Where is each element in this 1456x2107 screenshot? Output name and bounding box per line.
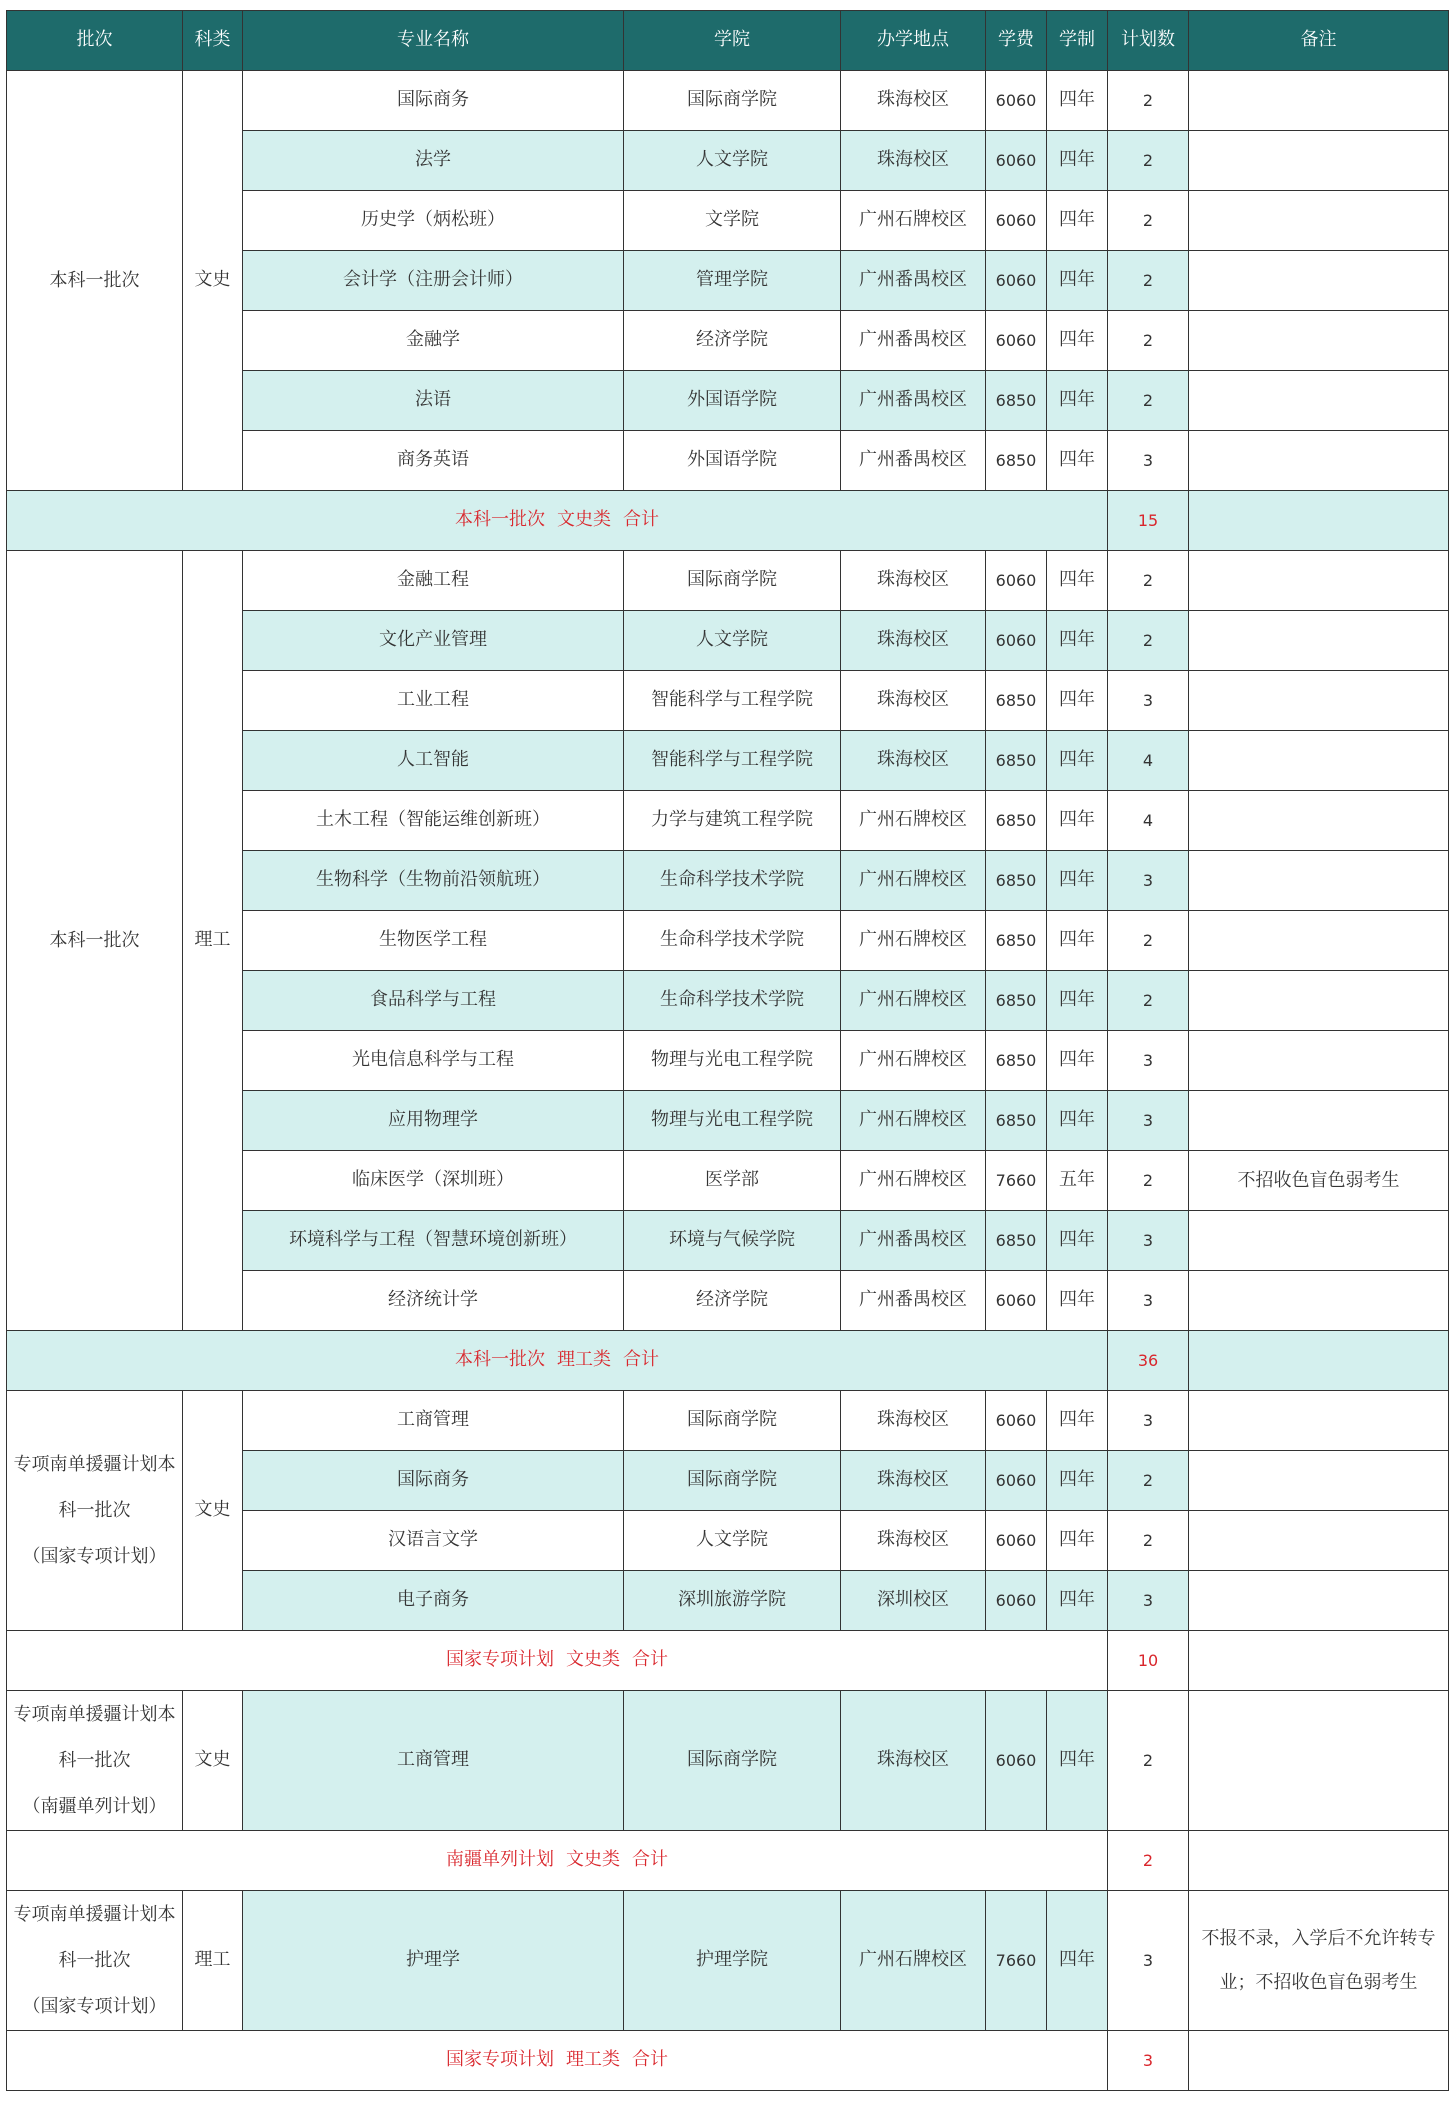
campus-cell: 珠海校区 — [841, 1451, 986, 1511]
summary-count-cell: 15 — [1108, 491, 1189, 551]
batch-line: 专项南单援疆计划本 — [13, 1703, 176, 1725]
batch-line: 本科一批次 — [49, 269, 140, 291]
campus-cell: 深圳校区 — [841, 1571, 986, 1631]
fee-cell: 6060 — [986, 551, 1047, 611]
major-cell: 生物医学工程 — [243, 911, 624, 971]
header-fee: 学费 — [986, 11, 1047, 71]
count-cell: 4 — [1108, 731, 1189, 791]
note-cell — [1189, 251, 1449, 311]
table-body — [7, 71, 1449, 2091]
count-cell: 2 — [1108, 1151, 1189, 1211]
major-cell: 人工智能 — [243, 731, 624, 791]
fee-cell: 6060 — [986, 311, 1047, 371]
table-row — [7, 1891, 1449, 2031]
college-cell: 外国语学院 — [624, 431, 841, 491]
note-cell: 不报不录，入学后不允许转专业；不招收色盲色弱考生 — [1189, 1891, 1449, 2031]
major-cell: 应用物理学 — [243, 1091, 624, 1151]
summary-note-cell — [1189, 491, 1449, 551]
note-cell — [1189, 1451, 1449, 1511]
count-cell: 2 — [1108, 191, 1189, 251]
count-cell: 2 — [1108, 1691, 1189, 1831]
summary-label-part: 本科一批次 — [455, 509, 545, 531]
enrollment-plan-table — [6, 10, 1449, 2091]
fee-cell: 6060 — [986, 1391, 1047, 1451]
summary-count-cell: 10 — [1108, 1631, 1189, 1691]
note-cell — [1189, 191, 1449, 251]
college-cell: 生命科学技术学院 — [624, 971, 841, 1031]
enrollment-plan-table-wrapper — [6, 10, 1449, 2091]
summary-row — [7, 1831, 1449, 1891]
college-cell: 护理学院 — [624, 1891, 841, 2031]
major-cell: 商务英语 — [243, 431, 624, 491]
fee-cell: 6060 — [986, 251, 1047, 311]
batch-cell — [7, 551, 183, 1331]
note-cell — [1189, 1031, 1449, 1091]
summary-label-part: 文史类 — [566, 1849, 620, 1871]
count-cell: 3 — [1108, 851, 1189, 911]
note-cell — [1189, 851, 1449, 911]
years-cell: 四年 — [1047, 911, 1108, 971]
count-cell: 4 — [1108, 791, 1189, 851]
major-cell: 光电信息科学与工程 — [243, 1031, 624, 1091]
summary-label-part: 合计 — [632, 1849, 668, 1871]
note-cell — [1189, 611, 1449, 671]
campus-cell: 广州石牌校区 — [841, 911, 986, 971]
fee-cell: 6850 — [986, 371, 1047, 431]
campus-cell: 广州石牌校区 — [841, 1151, 986, 1211]
summary-label-part: 合计 — [623, 1349, 659, 1371]
table-header-row — [7, 11, 1449, 71]
years-cell: 四年 — [1047, 1211, 1108, 1271]
category-cell: 文史 — [183, 1391, 243, 1631]
years-cell: 四年 — [1047, 131, 1108, 191]
campus-cell: 广州石牌校区 — [841, 971, 986, 1031]
college-cell: 文学院 — [624, 191, 841, 251]
category-cell: 文史 — [183, 1691, 243, 1831]
fee-cell: 6850 — [986, 671, 1047, 731]
years-cell: 四年 — [1047, 551, 1108, 611]
years-cell: 四年 — [1047, 311, 1108, 371]
years-cell: 四年 — [1047, 671, 1108, 731]
batch-cell — [7, 1691, 183, 1831]
years-cell: 四年 — [1047, 1031, 1108, 1091]
fee-cell: 6850 — [986, 851, 1047, 911]
years-cell: 四年 — [1047, 251, 1108, 311]
summary-count-cell: 2 — [1108, 1831, 1189, 1891]
fee-cell: 6060 — [986, 191, 1047, 251]
summary-label-cell — [7, 1331, 1108, 1391]
fee-cell: 6060 — [986, 1571, 1047, 1631]
campus-cell: 珠海校区 — [841, 1391, 986, 1451]
batch-cell — [7, 1891, 183, 2031]
summary-label-part: 文史类 — [557, 509, 611, 531]
college-cell: 智能科学与工程学院 — [624, 671, 841, 731]
count-cell: 2 — [1108, 131, 1189, 191]
category-cell: 理工 — [183, 551, 243, 1331]
fee-cell: 6060 — [986, 71, 1047, 131]
campus-cell: 珠海校区 — [841, 551, 986, 611]
campus-cell: 珠海校区 — [841, 671, 986, 731]
batch-line: 专项南单援疆计划本 — [13, 1453, 176, 1475]
campus-cell: 珠海校区 — [841, 131, 986, 191]
college-cell: 国际商学院 — [624, 551, 841, 611]
count-cell: 3 — [1108, 1211, 1189, 1271]
category-cell: 理工 — [183, 1891, 243, 2031]
header-campus: 办学地点 — [841, 11, 986, 71]
campus-cell: 珠海校区 — [841, 71, 986, 131]
major-cell: 环境科学与工程（智慧环境创新班） — [243, 1211, 624, 1271]
summary-label-part: 合计 — [632, 1649, 668, 1671]
summary-row — [7, 491, 1449, 551]
note-cell — [1189, 1391, 1449, 1451]
batch-line: 本科一批次 — [49, 929, 140, 951]
summary-row — [7, 2031, 1449, 2091]
college-cell: 生命科学技术学院 — [624, 911, 841, 971]
campus-cell: 广州番禺校区 — [841, 431, 986, 491]
summary-label-part: 国家专项计划 — [446, 1649, 554, 1671]
major-cell: 国际商务 — [243, 1451, 624, 1511]
batch-line: （南疆单列计划） — [22, 1795, 167, 1817]
campus-cell: 广州石牌校区 — [841, 791, 986, 851]
summary-note-cell — [1189, 1331, 1449, 1391]
campus-cell: 广州番禺校区 — [841, 371, 986, 431]
batch-cell — [7, 71, 183, 491]
campus-cell: 广州番禺校区 — [841, 251, 986, 311]
campus-cell: 广州石牌校区 — [841, 1091, 986, 1151]
campus-cell: 珠海校区 — [841, 1511, 986, 1571]
summary-label-cell — [7, 2031, 1108, 2091]
fee-cell: 6850 — [986, 911, 1047, 971]
fee-cell: 6850 — [986, 791, 1047, 851]
batch-line: 科一批次 — [58, 1499, 131, 1521]
table-row — [7, 71, 1449, 131]
major-cell: 法学 — [243, 131, 624, 191]
campus-cell: 广州番禺校区 — [841, 1271, 986, 1331]
count-cell: 3 — [1108, 1891, 1189, 2031]
batch-cell — [7, 1391, 183, 1631]
summary-label-part: 理工类 — [557, 1349, 611, 1371]
years-cell: 四年 — [1047, 791, 1108, 851]
college-cell: 生命科学技术学院 — [624, 851, 841, 911]
fee-cell: 6850 — [986, 971, 1047, 1031]
note-cell — [1189, 1211, 1449, 1271]
campus-cell: 广州番禺校区 — [841, 1211, 986, 1271]
years-cell: 四年 — [1047, 431, 1108, 491]
years-cell: 四年 — [1047, 971, 1108, 1031]
college-cell: 国际商学院 — [624, 1691, 841, 1831]
fee-cell: 6850 — [986, 1211, 1047, 1271]
years-cell: 五年 — [1047, 1151, 1108, 1211]
count-cell: 3 — [1108, 1031, 1189, 1091]
college-cell: 人文学院 — [624, 131, 841, 191]
header-college: 学院 — [624, 11, 841, 71]
batch-line: 科一批次 — [58, 1749, 131, 1771]
fee-cell: 6850 — [986, 1091, 1047, 1151]
summary-label-part: 合计 — [632, 2049, 668, 2071]
college-cell: 外国语学院 — [624, 371, 841, 431]
note-cell — [1189, 431, 1449, 491]
major-cell: 汉语言文学 — [243, 1511, 624, 1571]
years-cell: 四年 — [1047, 1691, 1108, 1831]
major-cell: 金融工程 — [243, 551, 624, 611]
count-cell: 3 — [1108, 671, 1189, 731]
college-cell: 国际商学院 — [624, 1451, 841, 1511]
count-cell: 2 — [1108, 1451, 1189, 1511]
fee-cell: 6060 — [986, 1691, 1047, 1831]
summary-label-part: 文史类 — [566, 1649, 620, 1671]
summary-label-part: 理工类 — [566, 2049, 620, 2071]
college-cell: 人文学院 — [624, 611, 841, 671]
fee-cell: 6850 — [986, 431, 1047, 491]
count-cell: 2 — [1108, 911, 1189, 971]
count-cell: 3 — [1108, 1271, 1189, 1331]
major-cell: 会计学（注册会计师） — [243, 251, 624, 311]
fee-cell: 6060 — [986, 131, 1047, 191]
note-cell — [1189, 1691, 1449, 1831]
summary-row — [7, 1631, 1449, 1691]
header-batch: 批次 — [7, 11, 183, 71]
major-cell: 护理学 — [243, 1891, 624, 2031]
summary-note-cell — [1189, 2031, 1449, 2091]
batch-line: （国家专项计划） — [22, 1995, 167, 2017]
note-cell — [1189, 671, 1449, 731]
years-cell: 四年 — [1047, 1391, 1108, 1451]
major-cell: 经济统计学 — [243, 1271, 624, 1331]
count-cell: 2 — [1108, 971, 1189, 1031]
major-cell: 食品科学与工程 — [243, 971, 624, 1031]
major-cell: 生物科学（生物前沿领航班） — [243, 851, 624, 911]
campus-cell: 广州石牌校区 — [841, 1891, 986, 2031]
years-cell: 四年 — [1047, 851, 1108, 911]
college-cell: 管理学院 — [624, 251, 841, 311]
summary-label-part: 本科一批次 — [455, 1349, 545, 1371]
years-cell: 四年 — [1047, 1571, 1108, 1631]
major-cell: 国际商务 — [243, 71, 624, 131]
batch-line: （国家专项计划） — [22, 1545, 167, 1567]
campus-cell: 广州石牌校区 — [841, 191, 986, 251]
note-cell — [1189, 1271, 1449, 1331]
fee-cell: 7660 — [986, 1891, 1047, 2031]
header-major: 专业名称 — [243, 11, 624, 71]
years-cell: 四年 — [1047, 611, 1108, 671]
college-cell: 国际商学院 — [624, 1391, 841, 1451]
major-cell: 历史学（炳松班） — [243, 191, 624, 251]
fee-cell: 6850 — [986, 1031, 1047, 1091]
count-cell: 3 — [1108, 431, 1189, 491]
major-cell: 工商管理 — [243, 1691, 624, 1831]
summary-label-part: 南疆单列计划 — [446, 1849, 554, 1871]
campus-cell: 珠海校区 — [841, 611, 986, 671]
years-cell: 四年 — [1047, 1891, 1108, 2031]
count-cell: 2 — [1108, 311, 1189, 371]
years-cell: 四年 — [1047, 191, 1108, 251]
count-cell: 2 — [1108, 551, 1189, 611]
header-count: 计划数 — [1108, 11, 1189, 71]
summary-label-part: 国家专项计划 — [446, 2049, 554, 2071]
category-cell: 文史 — [183, 71, 243, 491]
major-cell: 电子商务 — [243, 1571, 624, 1631]
note-cell — [1189, 71, 1449, 131]
summary-note-cell — [1189, 1831, 1449, 1891]
college-cell: 深圳旅游学院 — [624, 1571, 841, 1631]
header-note: 备注 — [1189, 11, 1449, 71]
college-cell: 力学与建筑工程学院 — [624, 791, 841, 851]
count-cell: 2 — [1108, 611, 1189, 671]
major-cell: 文化产业管理 — [243, 611, 624, 671]
summary-label-part: 合计 — [623, 509, 659, 531]
summary-note-cell — [1189, 1631, 1449, 1691]
count-cell: 2 — [1108, 371, 1189, 431]
count-cell: 3 — [1108, 1391, 1189, 1451]
college-cell: 人文学院 — [624, 1511, 841, 1571]
campus-cell: 广州番禺校区 — [841, 311, 986, 371]
summary-count-cell: 36 — [1108, 1331, 1189, 1391]
table-row — [7, 551, 1449, 611]
college-cell: 环境与气候学院 — [624, 1211, 841, 1271]
header-years: 学制 — [1047, 11, 1108, 71]
fee-cell: 7660 — [986, 1151, 1047, 1211]
note-cell: 不招收色盲色弱考生 — [1189, 1151, 1449, 1211]
fee-cell: 6060 — [986, 611, 1047, 671]
count-cell: 3 — [1108, 1091, 1189, 1151]
campus-cell: 珠海校区 — [841, 1691, 986, 1831]
note-cell — [1189, 311, 1449, 371]
college-cell: 物理与光电工程学院 — [624, 1031, 841, 1091]
summary-label-cell — [7, 1831, 1108, 1891]
campus-cell: 广州石牌校区 — [841, 1031, 986, 1091]
note-cell — [1189, 731, 1449, 791]
years-cell: 四年 — [1047, 71, 1108, 131]
major-cell: 土木工程（智能运维创新班） — [243, 791, 624, 851]
fee-cell: 6850 — [986, 731, 1047, 791]
batch-line: 专项南单援疆计划本 — [13, 1903, 176, 1925]
college-cell: 经济学院 — [624, 311, 841, 371]
summary-label-cell — [7, 1631, 1108, 1691]
header-category: 科类 — [183, 11, 243, 71]
batch-line: 科一批次 — [58, 1949, 131, 1971]
years-cell: 四年 — [1047, 1451, 1108, 1511]
summary-label-cell — [7, 491, 1108, 551]
count-cell: 2 — [1108, 1511, 1189, 1571]
college-cell: 经济学院 — [624, 1271, 841, 1331]
years-cell: 四年 — [1047, 1511, 1108, 1571]
years-cell: 四年 — [1047, 1271, 1108, 1331]
note-cell — [1189, 1511, 1449, 1571]
fee-cell: 6060 — [986, 1511, 1047, 1571]
campus-cell: 广州石牌校区 — [841, 851, 986, 911]
note-cell — [1189, 791, 1449, 851]
count-cell: 2 — [1108, 71, 1189, 131]
campus-cell: 珠海校区 — [841, 731, 986, 791]
table-row — [7, 1691, 1449, 1831]
summary-row — [7, 1331, 1449, 1391]
major-cell: 法语 — [243, 371, 624, 431]
summary-count-cell: 3 — [1108, 2031, 1189, 2091]
note-cell — [1189, 971, 1449, 1031]
table-row — [7, 1391, 1449, 1451]
college-cell: 物理与光电工程学院 — [624, 1091, 841, 1151]
note-cell — [1189, 131, 1449, 191]
years-cell: 四年 — [1047, 1091, 1108, 1151]
count-cell: 2 — [1108, 251, 1189, 311]
college-cell: 医学部 — [624, 1151, 841, 1211]
note-cell — [1189, 1091, 1449, 1151]
note-cell — [1189, 911, 1449, 971]
fee-cell: 6060 — [986, 1271, 1047, 1331]
years-cell: 四年 — [1047, 371, 1108, 431]
college-cell: 智能科学与工程学院 — [624, 731, 841, 791]
fee-cell: 6060 — [986, 1451, 1047, 1511]
major-cell: 金融学 — [243, 311, 624, 371]
note-cell — [1189, 1571, 1449, 1631]
major-cell: 工商管理 — [243, 1391, 624, 1451]
note-cell — [1189, 371, 1449, 431]
major-cell: 工业工程 — [243, 671, 624, 731]
years-cell: 四年 — [1047, 731, 1108, 791]
count-cell: 3 — [1108, 1571, 1189, 1631]
college-cell: 国际商学院 — [624, 71, 841, 131]
note-cell — [1189, 551, 1449, 611]
major-cell: 临床医学（深圳班） — [243, 1151, 624, 1211]
